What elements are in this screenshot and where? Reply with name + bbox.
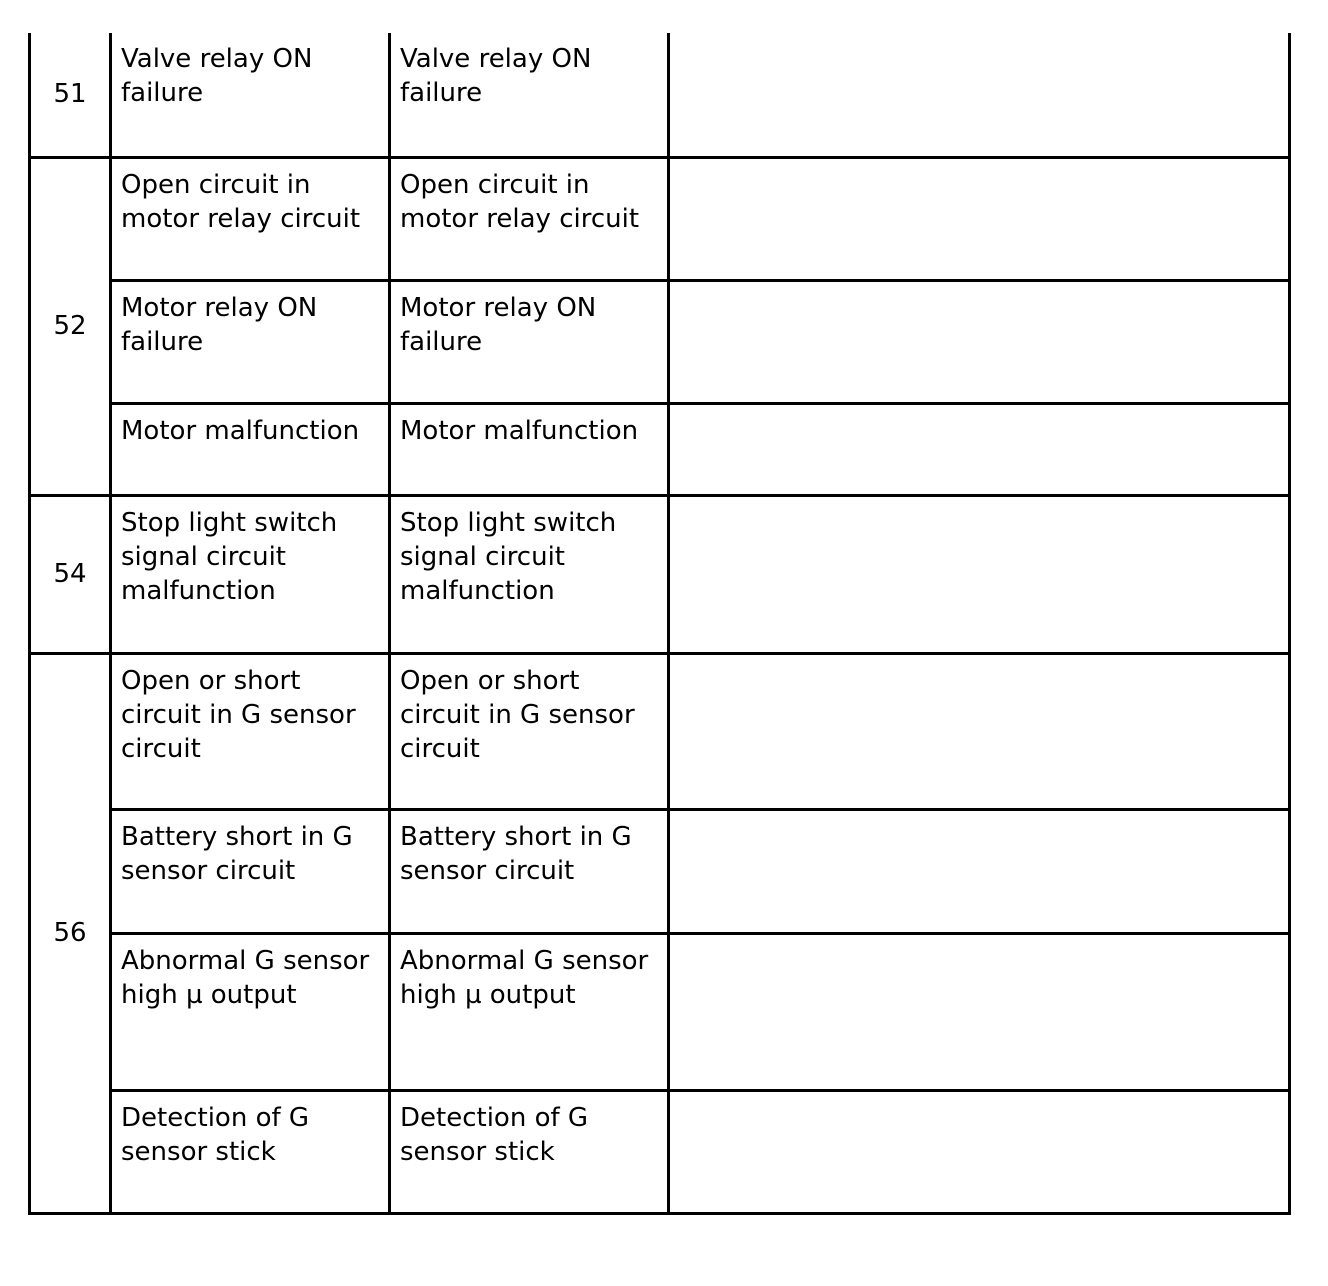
note-cell <box>669 280 1290 403</box>
table-row <box>30 653 1290 809</box>
note-cell <box>669 809 1290 933</box>
condition-cell: Motor relay ON failure <box>390 280 669 403</box>
note-cell <box>669 495 1290 653</box>
condition-cell: Abnormal G sensor high µ output <box>390 933 669 1090</box>
code-cell: 56 <box>30 653 111 1213</box>
table-row <box>30 809 1290 933</box>
note-cell <box>669 653 1290 809</box>
description-cell: Abnormal G sensor high µ output <box>111 933 390 1090</box>
condition-cell: Motor malfunction <box>390 403 669 495</box>
description-cell: Open or short circuit in G sensor circuit <box>111 653 390 809</box>
note-cell <box>669 33 1290 157</box>
condition-cell: Valve relay ON failure <box>390 33 669 157</box>
diagnostic-code-table <box>28 33 1291 1215</box>
description-cell: Motor relay ON failure <box>111 280 390 403</box>
table-row <box>30 280 1290 403</box>
condition-cell: Detection of G sensor stick <box>390 1090 669 1213</box>
table-row <box>30 33 1290 157</box>
condition-cell: Battery short in G sensor circuit <box>390 809 669 933</box>
table-row <box>30 495 1290 653</box>
table-row <box>30 1090 1290 1213</box>
description-cell: Valve relay ON failure <box>111 33 390 157</box>
condition-cell: Open or short circuit in G sensor circuit <box>390 653 669 809</box>
note-cell <box>669 403 1290 495</box>
table-row <box>30 933 1290 1090</box>
table-row <box>30 403 1290 495</box>
description-cell: Open circuit in motor relay circuit <box>111 157 390 280</box>
description-cell: Stop light switch signal circuit malfunction <box>111 495 390 653</box>
table-body <box>30 33 1290 1213</box>
code-cell: 51 <box>30 33 111 157</box>
note-cell <box>669 933 1290 1090</box>
note-cell <box>669 157 1290 280</box>
code-cell: 54 <box>30 495 111 653</box>
description-cell: Detection of G sensor stick <box>111 1090 390 1213</box>
condition-cell: Open circuit in motor relay circuit <box>390 157 669 280</box>
code-cell: 52 <box>30 157 111 495</box>
description-cell: Motor malfunction <box>111 403 390 495</box>
note-cell <box>669 1090 1290 1213</box>
table-row <box>30 157 1290 280</box>
condition-cell: Stop light switch signal circuit malfunction <box>390 495 669 653</box>
description-cell: Battery short in G sensor circuit <box>111 809 390 933</box>
